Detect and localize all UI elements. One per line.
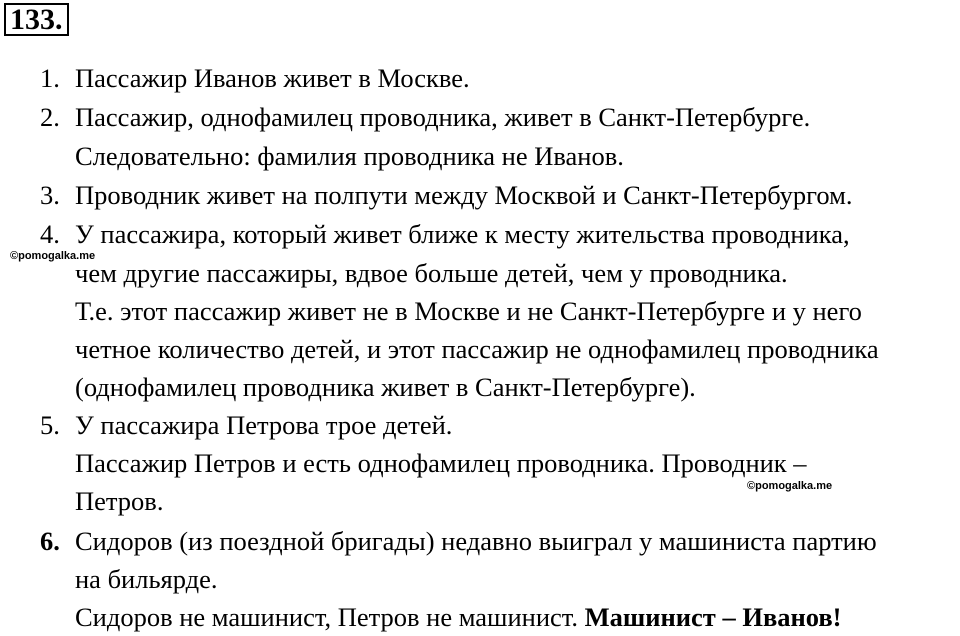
item-5-line-1: У пассажира Петрова трое детей. — [75, 410, 453, 440]
item-6-line-2: на бильярде. — [75, 564, 218, 594]
watermark-1: ©pomogalka.me — [10, 250, 96, 262]
watermark-2: ©pomogalka.me — [747, 480, 833, 492]
item-4-line-2: чем другие пассажиры, вдвое больше детей, чем у проводника. — [75, 258, 788, 288]
item-6-line-3 — [75, 598, 842, 636]
item-5-line-3: Петров. — [75, 486, 164, 516]
item-4-line-1: У пассажира, который живет ближе к месту жительства проводника, — [75, 219, 850, 249]
item-2-number: 2. — [40, 102, 60, 132]
item-4-line-4: четное количество детей, и этот пассажир не однофамилец проводника — [75, 334, 879, 364]
item-2-line-1: Пассажир, однофамилец проводника, живет в Санкт-Петербурге. — [75, 102, 811, 132]
item-4-line-5: (однофамилец проводника живет в Санкт-Петербурге). — [75, 372, 696, 402]
item-3-line-1: Проводник живет на полпути между Москвой и Санкт-Петербургом. — [75, 180, 853, 210]
item-1-line-1: Пассажир Иванов живет в Москве. — [75, 63, 470, 93]
item-5-number: 5. — [40, 410, 60, 440]
task-number: 133. — [4, 3, 69, 36]
item-4-line-3: Т.е. этот пассажир живет не в Москве и не Санкт-Петербурге и у него — [75, 296, 862, 326]
item-6-number: 6. — [40, 526, 60, 556]
item-6-line-1: Сидоров (из поездной бригады) недавно выиграл у машиниста партию — [75, 526, 877, 556]
item-6-line-3-plain: Сидоров не машинист, Петров не машинист. — [75, 602, 585, 632]
item-3-number: 3. — [40, 180, 60, 210]
item-2-line-2: Следовательно: фамилия проводника не Иванов. — [75, 141, 624, 171]
item-6-conclusion: Машинист – Иванов! — [584, 602, 842, 632]
item-1-number: 1. — [40, 63, 60, 93]
item-5-line-2: Пассажир Петров и есть однофамилец проводника. Проводник – — [75, 448, 807, 478]
item-4-number: 4. — [40, 219, 60, 249]
